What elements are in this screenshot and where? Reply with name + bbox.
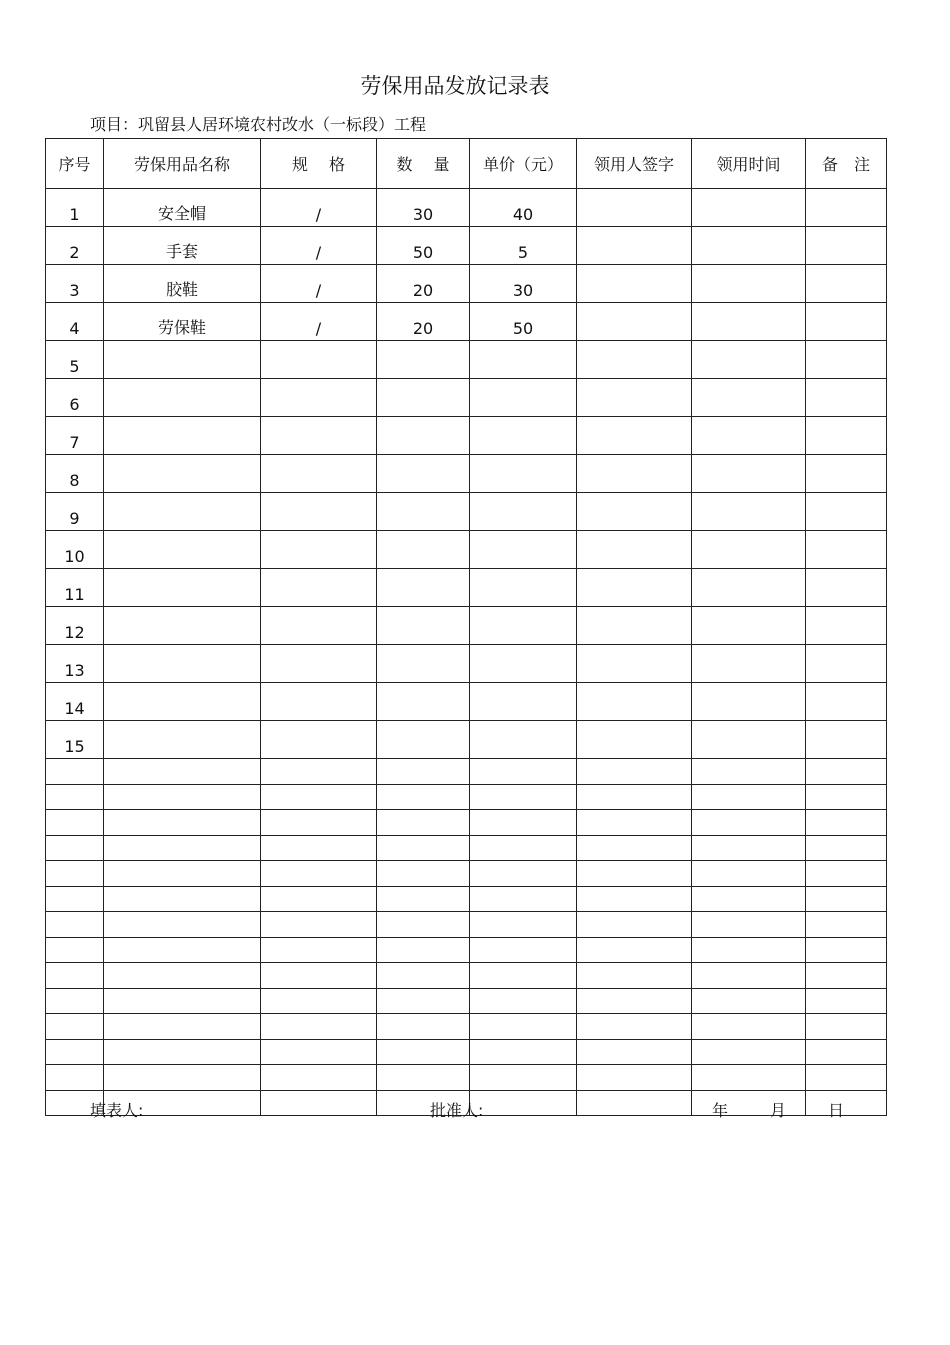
cell-remarks xyxy=(806,784,887,810)
cell-remarks xyxy=(806,759,887,785)
cell-recipient-signature xyxy=(577,227,692,265)
cell-receive-time xyxy=(692,886,806,912)
cell-recipient-signature xyxy=(577,569,692,607)
header-receive-time: 领用时间 xyxy=(692,139,806,189)
cell-receive-time xyxy=(692,379,806,417)
cell-spec xyxy=(261,607,377,645)
cell-unit-price xyxy=(470,379,577,417)
cell-index xyxy=(46,912,104,938)
table-row xyxy=(46,963,887,989)
cell-receive-time xyxy=(692,265,806,303)
cell-receive-time xyxy=(692,531,806,569)
cell-recipient-signature xyxy=(577,721,692,759)
table-row xyxy=(46,493,887,531)
cell-receive-time xyxy=(692,189,806,227)
cell-spec xyxy=(261,1014,377,1040)
table-row xyxy=(46,1014,887,1040)
header-item-name: 劳保用品名称 xyxy=(104,139,261,189)
cell-quantity xyxy=(377,607,470,645)
cell-quantity xyxy=(377,912,470,938)
cell-recipient-signature xyxy=(577,683,692,721)
table-row xyxy=(46,645,887,683)
cell-item-name xyxy=(104,810,261,836)
cell-unit-price xyxy=(470,455,577,493)
header-remarks: 备 注 xyxy=(806,139,887,189)
cell-remarks xyxy=(806,379,887,417)
cell-remarks xyxy=(806,303,887,341)
cell-recipient-signature xyxy=(577,379,692,417)
cell-spec xyxy=(261,379,377,417)
cell-quantity xyxy=(377,721,470,759)
table-row xyxy=(46,607,887,645)
cell-index: 15 xyxy=(46,721,104,759)
cell-remarks xyxy=(806,1090,887,1116)
cell-spec: / xyxy=(261,227,377,265)
cell-recipient-signature xyxy=(577,645,692,683)
cell-receive-time xyxy=(692,1065,806,1091)
cell-receive-time xyxy=(692,645,806,683)
cell-item-name xyxy=(104,683,261,721)
cell-index xyxy=(46,1065,104,1091)
cell-recipient-signature xyxy=(577,341,692,379)
cell-unit-price xyxy=(470,1039,577,1065)
cell-remarks xyxy=(806,455,887,493)
cell-index: 4 xyxy=(46,303,104,341)
cell-remarks xyxy=(806,493,887,531)
cell-index: 10 xyxy=(46,531,104,569)
cell-remarks xyxy=(806,341,887,379)
cell-item-name xyxy=(104,886,261,912)
cell-receive-time xyxy=(692,569,806,607)
cell-unit-price xyxy=(470,607,577,645)
cell-recipient-signature xyxy=(577,1039,692,1065)
cell-unit-price xyxy=(470,759,577,785)
cell-index: 14 xyxy=(46,683,104,721)
cell-recipient-signature xyxy=(577,963,692,989)
table-row xyxy=(46,227,887,265)
cell-receive-time xyxy=(692,784,806,810)
cell-spec xyxy=(261,455,377,493)
cell-unit-price xyxy=(470,1065,577,1091)
table-row xyxy=(46,1039,887,1065)
cell-spec xyxy=(261,912,377,938)
cell-remarks xyxy=(806,721,887,759)
cell-item-name xyxy=(104,784,261,810)
cell-spec xyxy=(261,531,377,569)
cell-unit-price: 5 xyxy=(470,227,577,265)
cell-remarks xyxy=(806,886,887,912)
cell-spec xyxy=(261,721,377,759)
cell-receive-time xyxy=(692,861,806,887)
header-quantity: 数 量 xyxy=(377,139,470,189)
cell-recipient-signature xyxy=(577,265,692,303)
cell-spec xyxy=(261,784,377,810)
header-row xyxy=(46,139,887,189)
cell-index xyxy=(46,963,104,989)
header-spec: 规 格 xyxy=(261,139,377,189)
table-row xyxy=(46,759,887,785)
cell-recipient-signature xyxy=(577,759,692,785)
cell-receive-time xyxy=(692,417,806,455)
cell-item-name xyxy=(104,963,261,989)
cell-item-name xyxy=(104,721,261,759)
table-row xyxy=(46,379,887,417)
cell-spec xyxy=(261,1090,377,1116)
table-row xyxy=(46,886,887,912)
cell-index: 12 xyxy=(46,607,104,645)
cell-spec: / xyxy=(261,303,377,341)
cell-remarks xyxy=(806,988,887,1014)
cell-quantity xyxy=(377,417,470,455)
cell-unit-price xyxy=(470,963,577,989)
cell-unit-price xyxy=(470,784,577,810)
cell-spec xyxy=(261,569,377,607)
table-row xyxy=(46,683,887,721)
cell-receive-time xyxy=(692,963,806,989)
cell-recipient-signature xyxy=(577,455,692,493)
cell-unit-price xyxy=(470,886,577,912)
cell-index xyxy=(46,937,104,963)
cell-quantity xyxy=(377,493,470,531)
cell-recipient-signature xyxy=(577,861,692,887)
cell-quantity: 30 xyxy=(377,189,470,227)
cell-quantity xyxy=(377,1065,470,1091)
cell-remarks xyxy=(806,861,887,887)
cell-spec xyxy=(261,341,377,379)
cell-spec xyxy=(261,861,377,887)
cell-item-name xyxy=(104,988,261,1014)
cell-quantity xyxy=(377,569,470,607)
cell-index: 1 xyxy=(46,189,104,227)
cell-item-name xyxy=(104,1065,261,1091)
cell-unit-price xyxy=(470,912,577,938)
table-row xyxy=(46,1065,887,1091)
cell-spec xyxy=(261,835,377,861)
cell-receive-time xyxy=(692,835,806,861)
cell-receive-time xyxy=(692,455,806,493)
cell-quantity xyxy=(377,810,470,836)
cell-receive-time xyxy=(692,721,806,759)
cell-recipient-signature xyxy=(577,912,692,938)
page-title: 劳保用品发放记录表 xyxy=(360,74,550,98)
cell-quantity xyxy=(377,645,470,683)
cell-remarks xyxy=(806,569,887,607)
cell-index xyxy=(46,784,104,810)
cell-unit-price xyxy=(470,937,577,963)
month-label: 月 xyxy=(770,1101,787,1120)
cell-spec xyxy=(261,810,377,836)
day-label: 日 xyxy=(828,1101,845,1120)
cell-receive-time xyxy=(692,912,806,938)
table-row xyxy=(46,912,887,938)
cell-unit-price xyxy=(470,493,577,531)
cell-recipient-signature xyxy=(577,531,692,569)
cell-recipient-signature xyxy=(577,937,692,963)
cell-recipient-signature xyxy=(577,189,692,227)
cell-quantity xyxy=(377,379,470,417)
cell-item-name xyxy=(104,379,261,417)
cell-spec xyxy=(261,1065,377,1091)
table-row xyxy=(46,569,887,607)
cell-recipient-signature xyxy=(577,417,692,455)
cell-receive-time xyxy=(692,1090,806,1116)
cell-receive-time xyxy=(692,1039,806,1065)
cell-unit-price xyxy=(470,417,577,455)
cell-index xyxy=(46,835,104,861)
table-row xyxy=(46,455,887,493)
cell-item-name xyxy=(104,341,261,379)
cell-remarks xyxy=(806,265,887,303)
cell-item-name xyxy=(104,1014,261,1040)
cell-remarks xyxy=(806,417,887,455)
cell-item-name xyxy=(104,645,261,683)
header-index: 序号 xyxy=(46,139,104,189)
cell-spec xyxy=(261,683,377,721)
cell-spec xyxy=(261,988,377,1014)
table-row xyxy=(46,810,887,836)
cell-spec xyxy=(261,417,377,455)
cell-quantity xyxy=(377,937,470,963)
cell-recipient-signature xyxy=(577,607,692,645)
cell-index xyxy=(46,1014,104,1040)
cell-index: 8 xyxy=(46,455,104,493)
cell-unit-price xyxy=(470,721,577,759)
cell-quantity xyxy=(377,835,470,861)
table-row xyxy=(46,937,887,963)
cell-quantity xyxy=(377,683,470,721)
table-row xyxy=(46,784,887,810)
approver-label: 批准人: xyxy=(430,1101,484,1120)
cell-index xyxy=(46,810,104,836)
cell-receive-time xyxy=(692,937,806,963)
cell-recipient-signature xyxy=(577,1014,692,1040)
cell-recipient-signature xyxy=(577,1065,692,1091)
cell-quantity: 50 xyxy=(377,227,470,265)
header-recipient-signature: 领用人签字 xyxy=(577,139,692,189)
cell-item-name xyxy=(104,531,261,569)
cell-remarks xyxy=(806,645,887,683)
cell-unit-price xyxy=(470,835,577,861)
cell-quantity xyxy=(377,861,470,887)
filler-label: 填表人: xyxy=(90,1101,144,1120)
cell-remarks xyxy=(806,963,887,989)
table-row xyxy=(46,303,887,341)
cell-spec xyxy=(261,963,377,989)
cell-index: 11 xyxy=(46,569,104,607)
cell-unit-price xyxy=(470,988,577,1014)
cell-recipient-signature xyxy=(577,988,692,1014)
cell-remarks xyxy=(806,607,887,645)
cell-item-name: 安全帽 xyxy=(104,189,261,227)
cell-recipient-signature xyxy=(577,493,692,531)
cell-item-name: 胶鞋 xyxy=(104,265,261,303)
cell-recipient-signature xyxy=(577,810,692,836)
cell-index xyxy=(46,886,104,912)
cell-unit-price xyxy=(470,683,577,721)
cell-unit-price xyxy=(470,861,577,887)
cell-index: 13 xyxy=(46,645,104,683)
cell-remarks xyxy=(806,1039,887,1065)
table-row xyxy=(46,835,887,861)
cell-index: 6 xyxy=(46,379,104,417)
cell-recipient-signature xyxy=(577,1090,692,1116)
cell-unit-price xyxy=(470,810,577,836)
cell-receive-time xyxy=(692,493,806,531)
cell-item-name xyxy=(104,569,261,607)
cell-item-name xyxy=(104,759,261,785)
table-row xyxy=(46,531,887,569)
cell-item-name xyxy=(104,493,261,531)
cell-remarks xyxy=(806,810,887,836)
cell-quantity xyxy=(377,886,470,912)
cell-quantity xyxy=(377,963,470,989)
cell-receive-time xyxy=(692,303,806,341)
cell-index: 2 xyxy=(46,227,104,265)
cell-quantity: 20 xyxy=(377,303,470,341)
cell-receive-time xyxy=(692,227,806,265)
cell-spec xyxy=(261,1039,377,1065)
cell-unit-price xyxy=(470,645,577,683)
cell-item-name xyxy=(104,1039,261,1065)
cell-index xyxy=(46,861,104,887)
cell-index: 9 xyxy=(46,493,104,531)
cell-item-name xyxy=(104,455,261,493)
cell-remarks xyxy=(806,1065,887,1091)
table-row xyxy=(46,341,887,379)
cell-remarks xyxy=(806,835,887,861)
cell-spec: / xyxy=(261,265,377,303)
cell-unit-price: 50 xyxy=(470,303,577,341)
record-table xyxy=(45,138,887,1116)
cell-receive-time xyxy=(692,683,806,721)
cell-index: 7 xyxy=(46,417,104,455)
cell-index xyxy=(46,988,104,1014)
cell-spec: / xyxy=(261,189,377,227)
cell-item-name: 手套 xyxy=(104,227,261,265)
cell-item-name xyxy=(104,607,261,645)
cell-quantity: 20 xyxy=(377,265,470,303)
cell-spec xyxy=(261,645,377,683)
cell-spec xyxy=(261,886,377,912)
cell-receive-time xyxy=(692,988,806,1014)
header-unit-price: 单价（元） xyxy=(470,139,577,189)
cell-item-name xyxy=(104,835,261,861)
cell-index: 5 xyxy=(46,341,104,379)
cell-receive-time xyxy=(692,810,806,836)
table-row xyxy=(46,265,887,303)
cell-item-name xyxy=(104,417,261,455)
cell-quantity xyxy=(377,784,470,810)
cell-spec xyxy=(261,493,377,531)
cell-remarks xyxy=(806,189,887,227)
cell-remarks xyxy=(806,912,887,938)
cell-receive-time xyxy=(692,1014,806,1040)
cell-recipient-signature xyxy=(577,303,692,341)
table-row xyxy=(46,189,887,227)
cell-recipient-signature xyxy=(577,835,692,861)
cell-quantity xyxy=(377,341,470,379)
cell-index: 3 xyxy=(46,265,104,303)
cell-quantity xyxy=(377,455,470,493)
cell-remarks xyxy=(806,683,887,721)
cell-unit-price: 40 xyxy=(470,189,577,227)
cell-unit-price xyxy=(470,1014,577,1040)
cell-receive-time xyxy=(692,759,806,785)
table-row xyxy=(46,861,887,887)
cell-index xyxy=(46,759,104,785)
cell-recipient-signature xyxy=(577,886,692,912)
cell-unit-price xyxy=(470,1090,577,1116)
cell-unit-price xyxy=(470,341,577,379)
cell-index xyxy=(46,1039,104,1065)
table-row xyxy=(46,417,887,455)
cell-spec xyxy=(261,759,377,785)
cell-unit-price xyxy=(470,569,577,607)
cell-quantity xyxy=(377,759,470,785)
cell-remarks xyxy=(806,1014,887,1040)
cell-spec xyxy=(261,937,377,963)
project-label: 项目：巩留县人居环境农村改水（一标段）工程 xyxy=(90,115,427,134)
table-row xyxy=(46,721,887,759)
cell-quantity xyxy=(377,1014,470,1040)
cell-receive-time xyxy=(692,341,806,379)
year-label: 年 xyxy=(712,1101,729,1120)
cell-unit-price xyxy=(470,531,577,569)
cell-quantity xyxy=(377,988,470,1014)
cell-item-name xyxy=(104,861,261,887)
cell-receive-time xyxy=(692,607,806,645)
cell-recipient-signature xyxy=(577,784,692,810)
cell-remarks xyxy=(806,531,887,569)
cell-item-name xyxy=(104,937,261,963)
cell-quantity xyxy=(377,531,470,569)
table-row xyxy=(46,988,887,1014)
cell-unit-price: 30 xyxy=(470,265,577,303)
cell-remarks xyxy=(806,937,887,963)
cell-quantity xyxy=(377,1039,470,1065)
cell-item-name: 劳保鞋 xyxy=(104,303,261,341)
cell-remarks xyxy=(806,227,887,265)
cell-item-name xyxy=(104,912,261,938)
